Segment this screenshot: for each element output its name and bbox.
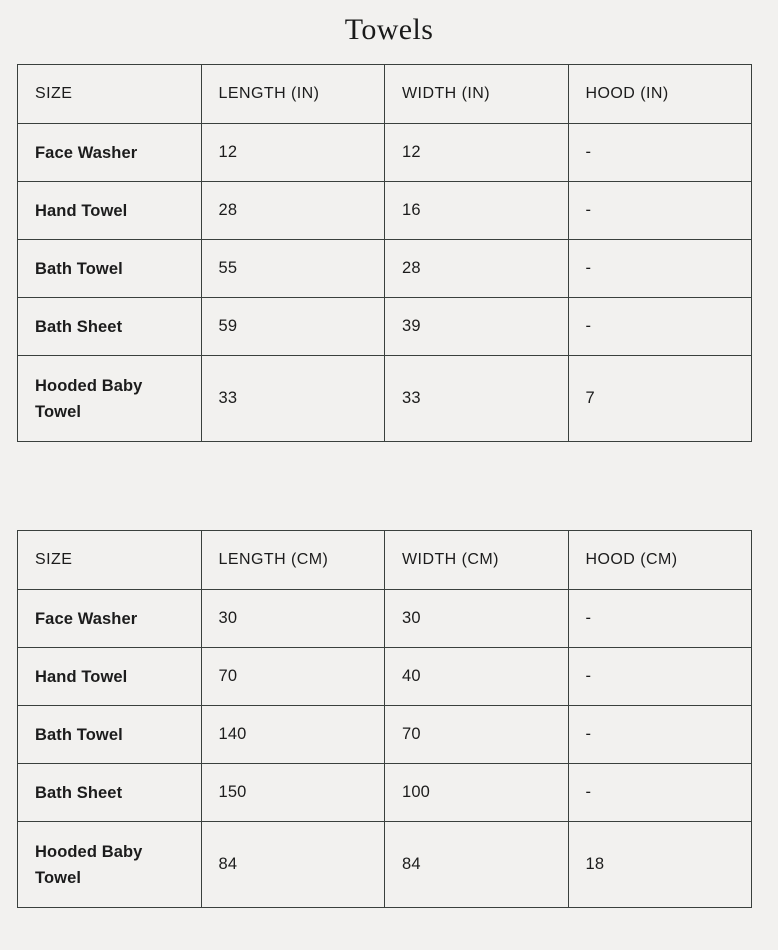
- cell-length: 12: [201, 124, 385, 182]
- cell-hood: -: [568, 124, 752, 182]
- table-header-imperial: [18, 65, 752, 124]
- table-body-metric: [18, 590, 752, 908]
- cell-width: 40: [385, 648, 569, 706]
- cell-size: Face Washer: [18, 590, 202, 648]
- imperial-table-container: [17, 64, 761, 442]
- cell-hood: -: [568, 648, 752, 706]
- cell-length: 59: [201, 298, 385, 356]
- cell-hood: -: [568, 298, 752, 356]
- table-header-row: [18, 65, 752, 124]
- table-row: [18, 298, 752, 356]
- cell-width: 70: [385, 706, 569, 764]
- column-header-width: WIDTH (CM): [385, 531, 569, 590]
- table-header-metric: [18, 531, 752, 590]
- table-spacer: [0, 442, 778, 530]
- cell-length: 150: [201, 764, 385, 822]
- cell-width: 100: [385, 764, 569, 822]
- cell-width: 33: [385, 356, 569, 442]
- size-table-metric: [17, 530, 752, 908]
- table-row: [18, 648, 752, 706]
- cell-length: 28: [201, 182, 385, 240]
- cell-size: Bath Towel: [18, 240, 202, 298]
- cell-width: 39: [385, 298, 569, 356]
- cell-size: Bath Sheet: [18, 764, 202, 822]
- cell-length: 140: [201, 706, 385, 764]
- cell-width: 30: [385, 590, 569, 648]
- cell-width: 28: [385, 240, 569, 298]
- page-title: Towels: [344, 13, 434, 46]
- column-header-size: SIZE: [18, 531, 202, 590]
- column-header-hood: HOOD (CM): [568, 531, 752, 590]
- table-row: [18, 764, 752, 822]
- column-header-width: WIDTH (IN): [385, 65, 569, 124]
- table-row: [18, 590, 752, 648]
- cell-size: Bath Sheet: [18, 298, 202, 356]
- cell-hood: 7: [568, 356, 752, 442]
- cell-size: Hooded Baby Towel: [18, 822, 202, 908]
- table-row: [18, 182, 752, 240]
- column-header-length: LENGTH (IN): [201, 65, 385, 124]
- size-table-imperial: [17, 64, 752, 442]
- cell-length: 33: [201, 356, 385, 442]
- table-row: [18, 124, 752, 182]
- table-row: [18, 822, 752, 908]
- metric-table-container: [17, 530, 761, 908]
- cell-length: 70: [201, 648, 385, 706]
- cell-length: 30: [201, 590, 385, 648]
- cell-hood: -: [568, 590, 752, 648]
- table-header-row: [18, 531, 752, 590]
- table-row: [18, 706, 752, 764]
- table-body-imperial: [18, 124, 752, 442]
- cell-size: Bath Towel: [18, 706, 202, 764]
- cell-length: 55: [201, 240, 385, 298]
- cell-hood: -: [568, 240, 752, 298]
- cell-size: Face Washer: [18, 124, 202, 182]
- column-header-length: LENGTH (CM): [201, 531, 385, 590]
- column-header-hood: HOOD (IN): [568, 65, 752, 124]
- table-row: [18, 240, 752, 298]
- cell-size: Hand Towel: [18, 648, 202, 706]
- cell-length: 84: [201, 822, 385, 908]
- cell-hood: -: [568, 764, 752, 822]
- cell-hood: -: [568, 706, 752, 764]
- cell-width: 12: [385, 124, 569, 182]
- cell-size: Hand Towel: [18, 182, 202, 240]
- column-header-size: SIZE: [18, 65, 202, 124]
- table-row: [18, 356, 752, 442]
- cell-width: 16: [385, 182, 569, 240]
- cell-size: Hooded Baby Towel: [18, 356, 202, 442]
- cell-width: 84: [385, 822, 569, 908]
- cell-hood: 18: [568, 822, 752, 908]
- cell-hood: -: [568, 182, 752, 240]
